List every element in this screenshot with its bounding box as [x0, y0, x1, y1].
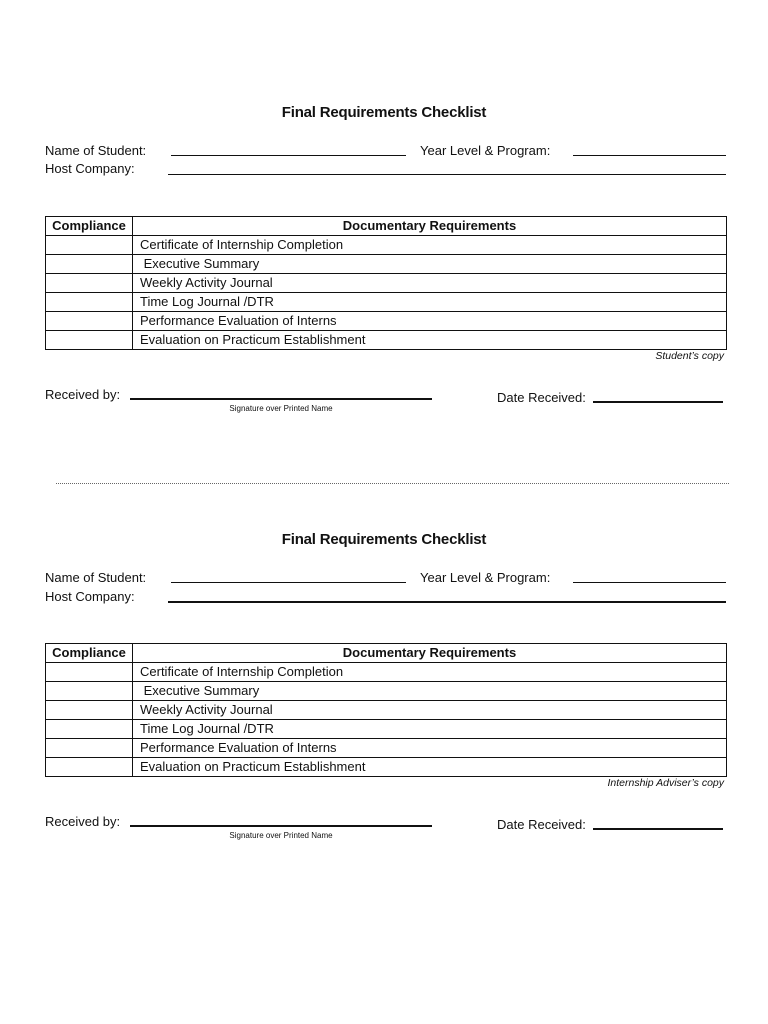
form-title: Final Requirements Checklist: [281, 104, 487, 121]
compliance-cell[interactable]: [46, 758, 133, 777]
signature-caption: Signature over Printed Name: [229, 831, 333, 840]
year-level-program-label: Year Level & Program:: [420, 570, 551, 585]
requirement-cell: Certificate of Internship Completion: [133, 236, 727, 255]
name-of-student-field[interactable]: [171, 582, 406, 583]
received-by-label: Received by:: [45, 814, 121, 829]
table-row: [46, 331, 727, 350]
host-company-label: Host Company:: [45, 161, 135, 176]
requirement-cell: Weekly Activity Journal: [133, 274, 727, 293]
requirement-cell: Executive Summary: [133, 255, 727, 274]
table-row: [46, 720, 727, 739]
table-row: [46, 274, 727, 293]
requirement-cell: Time Log Journal /DTR: [133, 720, 727, 739]
copy-note: Internship Adviser’s copy: [607, 777, 724, 789]
table-row: [46, 663, 727, 682]
received-by-signature-field[interactable]: [130, 825, 432, 827]
requirement-cell: Time Log Journal /DTR: [133, 293, 727, 312]
table-row: [46, 758, 727, 777]
compliance-header: Compliance: [46, 217, 133, 236]
host-company-field[interactable]: [168, 601, 726, 603]
requirements-table: [45, 216, 727, 350]
received-by-signature-field[interactable]: [130, 398, 432, 400]
table-row: [46, 701, 727, 720]
date-received-label: Date Received:: [497, 390, 586, 405]
compliance-cell[interactable]: [46, 274, 133, 293]
compliance-cell[interactable]: [46, 739, 133, 758]
table-row: [46, 739, 727, 758]
cut-line-divider: [56, 483, 729, 484]
requirement-cell: Evaluation on Practicum Establishment: [133, 758, 727, 777]
table-row: [46, 255, 727, 274]
documentary-requirements-header: Documentary Requirements: [133, 644, 727, 663]
table-row: [46, 312, 727, 331]
compliance-header: Compliance: [46, 644, 133, 663]
documentary-requirements-header: Documentary Requirements: [133, 217, 727, 236]
compliance-cell[interactable]: [46, 663, 133, 682]
date-received-field[interactable]: [593, 401, 723, 403]
host-company-field[interactable]: [168, 174, 726, 175]
compliance-cell[interactable]: [46, 255, 133, 274]
compliance-cell[interactable]: [46, 720, 133, 739]
requirement-cell: Weekly Activity Journal: [133, 701, 727, 720]
requirement-cell: Performance Evaluation of Interns: [133, 312, 727, 331]
requirements-table: [45, 643, 727, 777]
compliance-cell[interactable]: [46, 236, 133, 255]
year-level-program-field[interactable]: [573, 155, 726, 156]
signature-caption: Signature over Printed Name: [229, 404, 333, 413]
table-row: [46, 236, 727, 255]
year-level-program-field[interactable]: [573, 582, 726, 583]
date-received-label: Date Received:: [497, 817, 586, 832]
form-title: Final Requirements Checklist: [281, 531, 487, 548]
host-company-label: Host Company:: [45, 589, 135, 604]
year-level-program-label: Year Level & Program:: [420, 143, 551, 158]
requirement-cell: Performance Evaluation of Interns: [133, 739, 727, 758]
received-by-label: Received by:: [45, 387, 121, 402]
compliance-cell[interactable]: [46, 701, 133, 720]
copy-note: Student’s copy: [655, 350, 724, 362]
date-received-field[interactable]: [593, 828, 723, 830]
compliance-cell[interactable]: [46, 293, 133, 312]
name-of-student-label: Name of Student:: [45, 570, 147, 585]
compliance-cell[interactable]: [46, 312, 133, 331]
requirement-cell: Evaluation on Practicum Establishment: [133, 331, 727, 350]
requirement-cell: Certificate of Internship Completion: [133, 663, 727, 682]
table-header-row: [46, 217, 727, 236]
requirement-cell: Executive Summary: [133, 682, 727, 701]
table-header-row: [46, 644, 727, 663]
name-of-student-label: Name of Student:: [45, 143, 147, 158]
name-of-student-field[interactable]: [171, 155, 406, 156]
table-row: [46, 682, 727, 701]
table-row: [46, 293, 727, 312]
compliance-cell[interactable]: [46, 331, 133, 350]
compliance-cell[interactable]: [46, 682, 133, 701]
